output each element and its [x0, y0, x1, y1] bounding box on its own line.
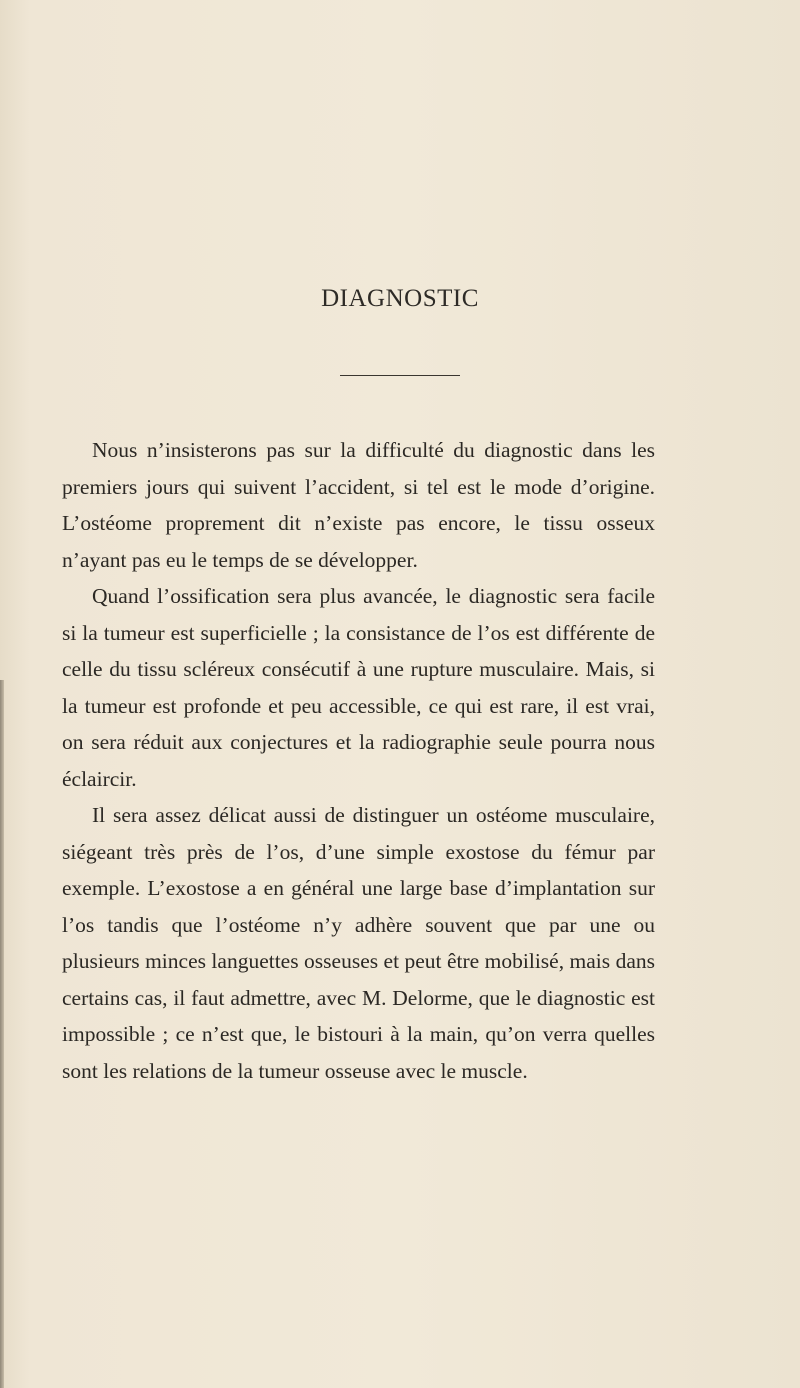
paragraph-3: Il sera assez délicat aussi de distinguer un ostéome musculaire, siégeant très près de l’os, d’une simple exostose du fémur par exemple. L’exostose a en général une large base d’implantation sur l’os tandis que l’ostéome n’y adhère souvent que par une ou plusieurs minces languettes osseuses et peut être mobilisé, mais dans certains cas, il faut admettre, avec M. Delorme, que le diagnostic est impossible ; ce n’est que, le bistouri à la main, qu’on verra quelles sont les relations de la tumeur osseuse avec le muscle. [62, 803, 655, 1083]
paragraph-2: Quand l’ossification sera plus avancée, le diagnostic sera facile si la tumeur est superficielle ; la consistance de l’os est différente de celle du tissu scléreux consécutif à une rupture musculaire. Mais, si la tumeur est profonde et peu accessible, ce qui est rare, il est vrai, on sera réduit aux conjectures et la radiographie seule pourra nous éclaircir. [62, 584, 655, 791]
title-divider [340, 375, 460, 376]
page-edge-shadow [0, 680, 4, 1388]
body-text [62, 432, 655, 1089]
chapter-title: DIAGNOSTIC [321, 285, 479, 312]
paragraph-1: Nous n’insisterons pas sur la difficulté du diagnostic dans les premiers jours qui suivent l’accident, si tel est le mode d’origine. L’ostéome proprement dit n’existe pas encore, le tissu osseux n’ayant pas eu le temps de se développer. [62, 438, 655, 572]
